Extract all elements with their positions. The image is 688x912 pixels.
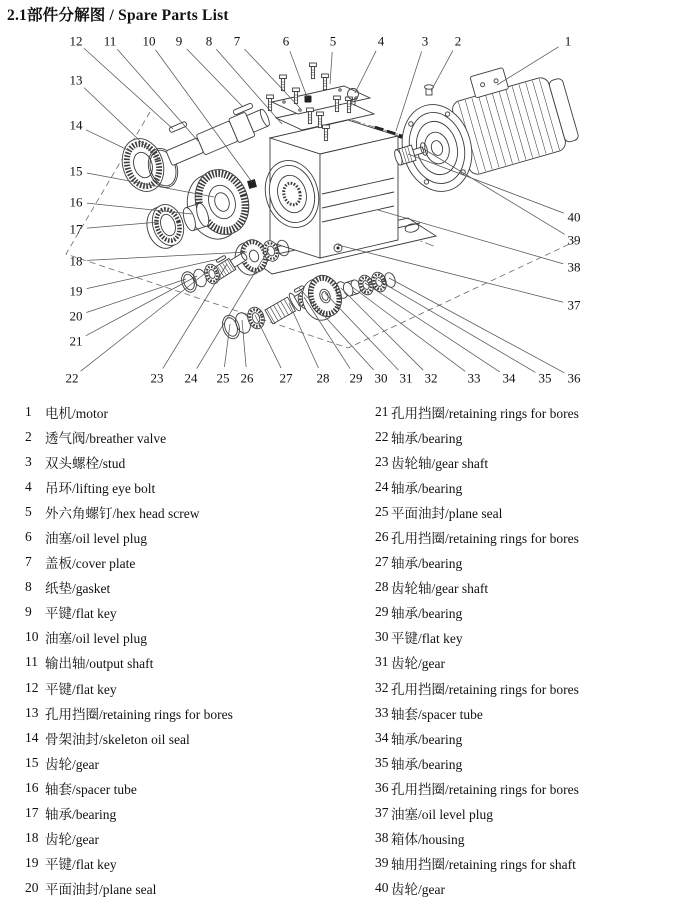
callout-number: 9 [175, 33, 183, 49]
callout-number: 13 [69, 72, 83, 88]
part-name: 双头螺栓/stud [45, 455, 126, 471]
part-name: 平面油封/plane seal [391, 505, 503, 521]
part-number: 10 [25, 629, 39, 645]
callout-number: 24 [184, 370, 198, 386]
part-number: 32 [375, 679, 389, 695]
parts-list-item [25, 775, 355, 800]
parts-list-item [25, 600, 355, 625]
parts-list-item [25, 424, 355, 449]
gear-drawing [179, 163, 258, 247]
parts-list-item [375, 775, 685, 800]
part-number: 28 [375, 579, 389, 595]
callout-number: 21 [69, 333, 83, 349]
part-number: 16 [25, 779, 39, 795]
part-name: 吊环/lifting eye bolt [45, 480, 156, 496]
motor-drawing [393, 53, 581, 200]
page-title: 2.1部件分解图 / Spare Parts List [7, 7, 229, 24]
leader-line [86, 130, 130, 151]
callout-number: 38 [567, 259, 581, 275]
callout-number: 2 [454, 33, 462, 49]
leader-line [87, 203, 192, 214]
part-name: 外六角螺钉/hex head screw [45, 505, 200, 521]
part-name: 孔用挡圈/retaining rings for bores [391, 405, 579, 421]
parts-list-item [375, 524, 685, 549]
leader-line [351, 286, 465, 371]
parts-list-item [25, 399, 355, 424]
callout-number: 22 [65, 370, 79, 386]
callout-number: 40 [567, 209, 581, 225]
callout-number: 36 [567, 370, 581, 386]
part-number: 7 [25, 554, 32, 570]
parts-list-item [375, 625, 685, 650]
parts-list-item [25, 449, 355, 474]
part-name: 齿轮/gear [391, 882, 445, 898]
part-number: 31 [375, 654, 389, 670]
parts-list-item [375, 424, 685, 449]
part-name: 孔用挡圈/retaining rings for bores [391, 681, 579, 697]
part-name: 平键/flat key [391, 631, 463, 647]
parts-list-item [25, 700, 355, 725]
part-name: 轴承/bearing [391, 430, 463, 446]
leader-line [163, 264, 227, 369]
callout-number: 25 [216, 370, 230, 386]
part-name: 孔用挡圈/retaining rings for bores [45, 706, 233, 722]
part-number: 36 [375, 779, 389, 795]
parts-list-item [375, 725, 685, 750]
leader-line [224, 324, 230, 367]
part-name: 油塞/oil level plug [45, 631, 147, 647]
part-name: 轴承/bearing [391, 731, 463, 747]
part-name: 盖板/cover plate [45, 556, 136, 572]
exploded-view-drawing [66, 53, 581, 348]
part-number: 22 [375, 428, 389, 444]
part-name: 纸垫/gasket [45, 581, 111, 597]
parts-list-item [375, 399, 685, 424]
callout-number: 1 [564, 33, 572, 49]
callout-number: 17 [69, 221, 83, 237]
part-number: 39 [375, 855, 389, 871]
callout-number: 39 [567, 232, 581, 248]
leader-line [242, 320, 246, 367]
parts-list-item [25, 524, 355, 549]
leader-line [255, 315, 281, 368]
part-number: 33 [375, 704, 389, 720]
callout-number: 20 [69, 308, 83, 324]
leader-line [84, 48, 173, 129]
callout-number: 27 [279, 370, 293, 386]
part-number: 19 [25, 855, 39, 871]
part-name: 轴用挡圈/retaining rings for shaft [391, 857, 576, 873]
part-number: 5 [25, 503, 32, 519]
callout-number: 12 [69, 33, 83, 49]
plane-seal-drawing [220, 313, 243, 341]
parts-list-item [375, 826, 685, 851]
part-name: 平面油封/plane seal [45, 882, 157, 898]
oil-plug-drawing [305, 96, 312, 103]
part-number: 1 [25, 403, 32, 419]
part-name: 油塞/oil level plug [391, 807, 493, 823]
exploded-view-diagram [0, 26, 688, 388]
part-name: 轴套/spacer tube [391, 706, 483, 722]
callout-number: 23 [150, 370, 164, 386]
parts-list-item [25, 876, 355, 901]
part-name: 孔用挡圈/retaining rings for bores [391, 781, 579, 797]
part-number: 23 [375, 453, 389, 469]
callout-number: 11 [103, 33, 117, 49]
parts-list-item [25, 650, 355, 675]
parts-list-item [25, 851, 355, 876]
callout-number: 29 [349, 370, 363, 386]
leader-line [431, 51, 453, 91]
callout-number: 34 [502, 370, 516, 386]
callout-number: 3 [421, 33, 429, 49]
callout-number: 8 [205, 33, 213, 49]
part-number: 29 [375, 604, 389, 620]
parts-list-item [375, 675, 685, 700]
parts-list-item [375, 474, 685, 499]
part-number: 35 [375, 754, 389, 770]
leader-line [389, 278, 564, 373]
parts-list-item [25, 625, 355, 650]
parts-list-item [375, 550, 685, 575]
part-number: 24 [375, 478, 389, 494]
parts-list-item [25, 499, 355, 524]
part-name: 轴承/bearing [391, 756, 463, 772]
part-number: 25 [375, 503, 389, 519]
parts-list-item [375, 876, 685, 901]
parts-list-item [375, 499, 685, 524]
callout-number: 26 [240, 370, 254, 386]
parts-list-item [375, 449, 685, 474]
callout-number: 4 [377, 33, 385, 49]
leader-line [187, 49, 243, 107]
part-number: 37 [375, 805, 389, 821]
callout-number: 15 [69, 163, 83, 179]
callout-number: 10 [142, 33, 156, 49]
parts-list-item [375, 750, 685, 775]
part-name: 齿轮/gear [45, 756, 99, 772]
leader-line [86, 279, 186, 313]
part-number: 14 [25, 729, 39, 745]
callout-number: 14 [69, 117, 83, 133]
leader-line [216, 49, 282, 124]
callout-number: 33 [467, 370, 481, 386]
part-name: 轴承/bearing [45, 807, 117, 823]
part-name: 轴承/bearing [391, 606, 463, 622]
part-name: 油塞/oil level plug [45, 531, 147, 547]
part-name: 齿轮/gear [45, 832, 99, 848]
parts-list-item [25, 675, 355, 700]
parts-list-item [25, 725, 355, 750]
callout-number: 16 [69, 194, 83, 210]
part-number: 11 [25, 654, 38, 670]
parts-list-right-column [375, 399, 685, 901]
callout-number: 19 [69, 283, 83, 299]
part-number: 12 [25, 679, 39, 695]
part-number: 9 [25, 604, 32, 620]
callout-number: 18 [69, 253, 83, 269]
part-name: 轴承/bearing [391, 556, 463, 572]
parts-list-item [25, 801, 355, 826]
leader-line [84, 88, 158, 158]
part-number: 27 [375, 554, 389, 570]
leader-line [355, 51, 376, 93]
flat-key-drawing [169, 121, 188, 133]
parts-list-item [375, 851, 685, 876]
callout-number: 35 [538, 370, 552, 386]
callout-number: 37 [567, 297, 581, 313]
part-name: 轴套/spacer tube [45, 781, 137, 797]
part-name: 电机/motor [45, 405, 108, 421]
part-number: 21 [375, 403, 389, 419]
part-number: 18 [25, 830, 39, 846]
part-number: 15 [25, 754, 39, 770]
part-name: 轴承/bearing [391, 480, 463, 496]
bearing-drawing [142, 200, 190, 252]
callout-number: 7 [233, 33, 241, 49]
part-number: 30 [375, 629, 389, 645]
part-number: 20 [25, 880, 39, 896]
part-number: 6 [25, 529, 32, 545]
callout-number: 5 [329, 33, 337, 49]
part-name: 平键/flat key [45, 681, 117, 697]
part-name: 齿轮轴/gear shaft [391, 581, 489, 597]
part-number: 38 [375, 830, 389, 846]
bearing-drawing [245, 305, 267, 331]
parts-list-item [375, 700, 685, 725]
parts-list-item [25, 826, 355, 851]
parts-list-item [25, 474, 355, 499]
parts-list-item [375, 575, 685, 600]
leader-line [245, 49, 301, 108]
part-name: 齿轮轴/gear shaft [391, 455, 489, 471]
parts-list-item [25, 550, 355, 575]
callout-number: 32 [424, 370, 438, 386]
parts-list-item [375, 600, 685, 625]
output-shaft-drawing [164, 105, 273, 171]
parts-list-left-column [25, 399, 355, 901]
callout-number: 30 [374, 370, 388, 386]
callout-number: 28 [316, 370, 330, 386]
part-name: 骨架油封/skeleton oil seal [45, 731, 190, 747]
part-number: 3 [25, 453, 32, 469]
part-number: 4 [25, 478, 32, 494]
part-number: 34 [375, 729, 389, 745]
part-name: 箱体/housing [391, 832, 465, 848]
leader-line [117, 49, 198, 141]
part-number: 13 [25, 704, 39, 720]
leader-line [330, 52, 332, 84]
callout-number: 6 [282, 33, 290, 49]
part-name: 透气阀/breather valve [45, 430, 167, 446]
parts-list-item [375, 650, 685, 675]
parts-list-item [375, 801, 685, 826]
part-number: 40 [375, 880, 389, 896]
breather-valve-drawing [425, 85, 434, 95]
leader-line [341, 288, 423, 370]
part-name: 齿轮/gear [391, 656, 445, 672]
part-name: 平键/flat key [45, 606, 117, 622]
part-number: 26 [375, 529, 389, 545]
leader-line [87, 259, 219, 289]
plane-seal-drawing [179, 270, 199, 294]
callout-number: 31 [399, 370, 413, 386]
oil-plug-drawing [247, 179, 257, 189]
leader-line [497, 47, 559, 85]
part-name: 平键/flat key [45, 857, 117, 873]
parts-list-item [25, 750, 355, 775]
part-name: 孔用挡圈/retaining rings for bores [391, 531, 579, 547]
parts-list-item [25, 575, 355, 600]
leader-line [365, 283, 500, 372]
part-number: 8 [25, 579, 32, 595]
part-name: 输出轴/output shaft [45, 656, 154, 672]
leader-line [338, 245, 563, 302]
part-number: 17 [25, 805, 39, 821]
leader-line [378, 280, 536, 372]
leader-line [325, 293, 398, 370]
part-number: 2 [25, 428, 32, 444]
